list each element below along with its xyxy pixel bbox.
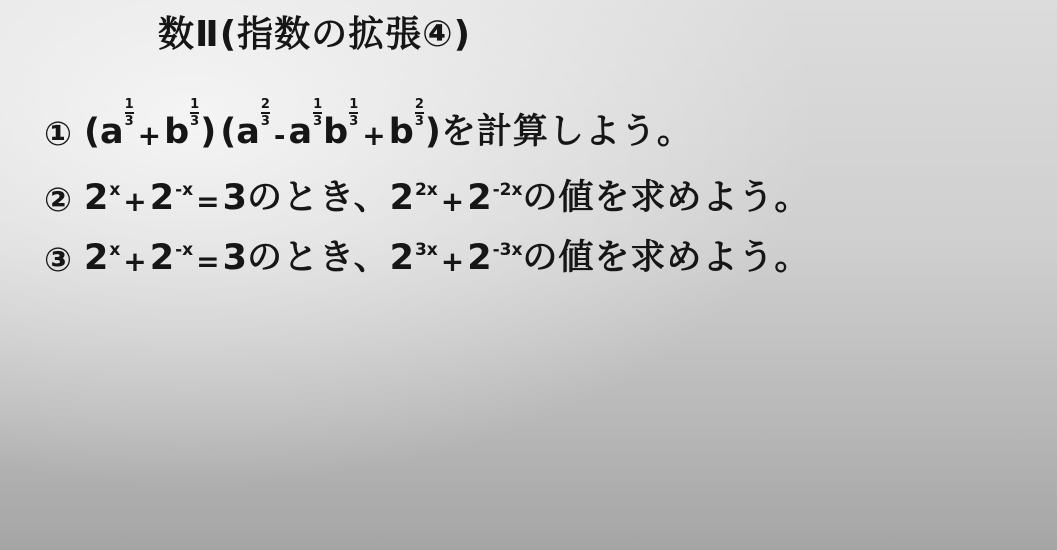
base: 2 [83,238,109,278]
problem-number: ① [44,114,72,153]
plus-sign: + [362,119,386,152]
exponent-numerator: 2 [414,97,424,112]
fraction-exponent [313,98,322,128]
variable-b: b [164,112,190,152]
fraction-exponent [415,98,424,128]
paren-close: ) [200,112,217,152]
exponent: -2x [492,180,523,200]
fraction-exponent [190,98,199,128]
exponent: -x [175,240,194,260]
plus-sign: + [137,119,162,152]
condition-text: のとき、 [246,178,390,218]
plus-sign: + [440,245,465,278]
condition-text: のとき、 [246,238,390,278]
variable-b: b [323,112,349,152]
problem-number: ② [44,180,72,219]
value: 3 [222,178,247,218]
exponent: x [109,180,121,200]
exponent-denominator: 3 [260,114,270,129]
plus-sign: + [123,245,147,278]
instruction-text: の値を求めよう。 [522,238,811,278]
problem-3 [44,224,811,279]
instruction-text: の値を求めよう。 [522,178,811,218]
exponent: x [109,240,121,260]
exponent-denominator: 3 [313,114,323,129]
variable-a: a [99,112,124,152]
exponent-denominator: 3 [349,114,359,129]
exponent-denominator: 3 [190,114,200,129]
base: 2 [149,178,175,218]
problem-2 [44,164,811,219]
exponent-numerator: 1 [313,97,323,112]
exponent-numerator: 2 [260,97,270,112]
paren-close: ) [424,112,441,152]
minus-sign: - [273,119,286,152]
plus-sign: + [440,185,465,218]
base: 2 [467,238,492,278]
equals-sign: = [196,245,220,278]
variable-a: a [236,112,260,152]
exponent: 3x [414,240,438,260]
base: 2 [83,178,109,218]
exponent-numerator: 1 [349,97,359,112]
base: 2 [389,238,414,278]
exponent: 2x [414,180,438,200]
exponent-numerator: 1 [124,97,134,112]
value: 3 [222,238,247,278]
paren-open: ( [83,112,100,152]
fraction-exponent [261,98,270,128]
fraction-exponent [125,98,134,128]
base: 2 [149,238,175,278]
variable-a: a [288,112,313,152]
exponent-numerator: 1 [190,97,200,112]
plus-sign: + [123,185,147,218]
base: 2 [467,178,492,218]
problem-1 [44,97,693,153]
exponent: -3x [492,240,523,260]
exponent-denominator: 3 [414,114,424,129]
paren-open: ( [220,112,237,152]
exponent-denominator: 3 [124,114,134,129]
base: 2 [389,178,414,218]
problem-number: ③ [44,240,72,279]
exponent: -x [175,180,194,200]
equals-sign: = [196,185,220,218]
lesson-title: 数Ⅱ(指数の拡張④) [158,14,472,55]
variable-b: b [388,112,414,152]
fraction-exponent [349,98,358,128]
instruction-text: を計算しよう。 [440,112,693,152]
